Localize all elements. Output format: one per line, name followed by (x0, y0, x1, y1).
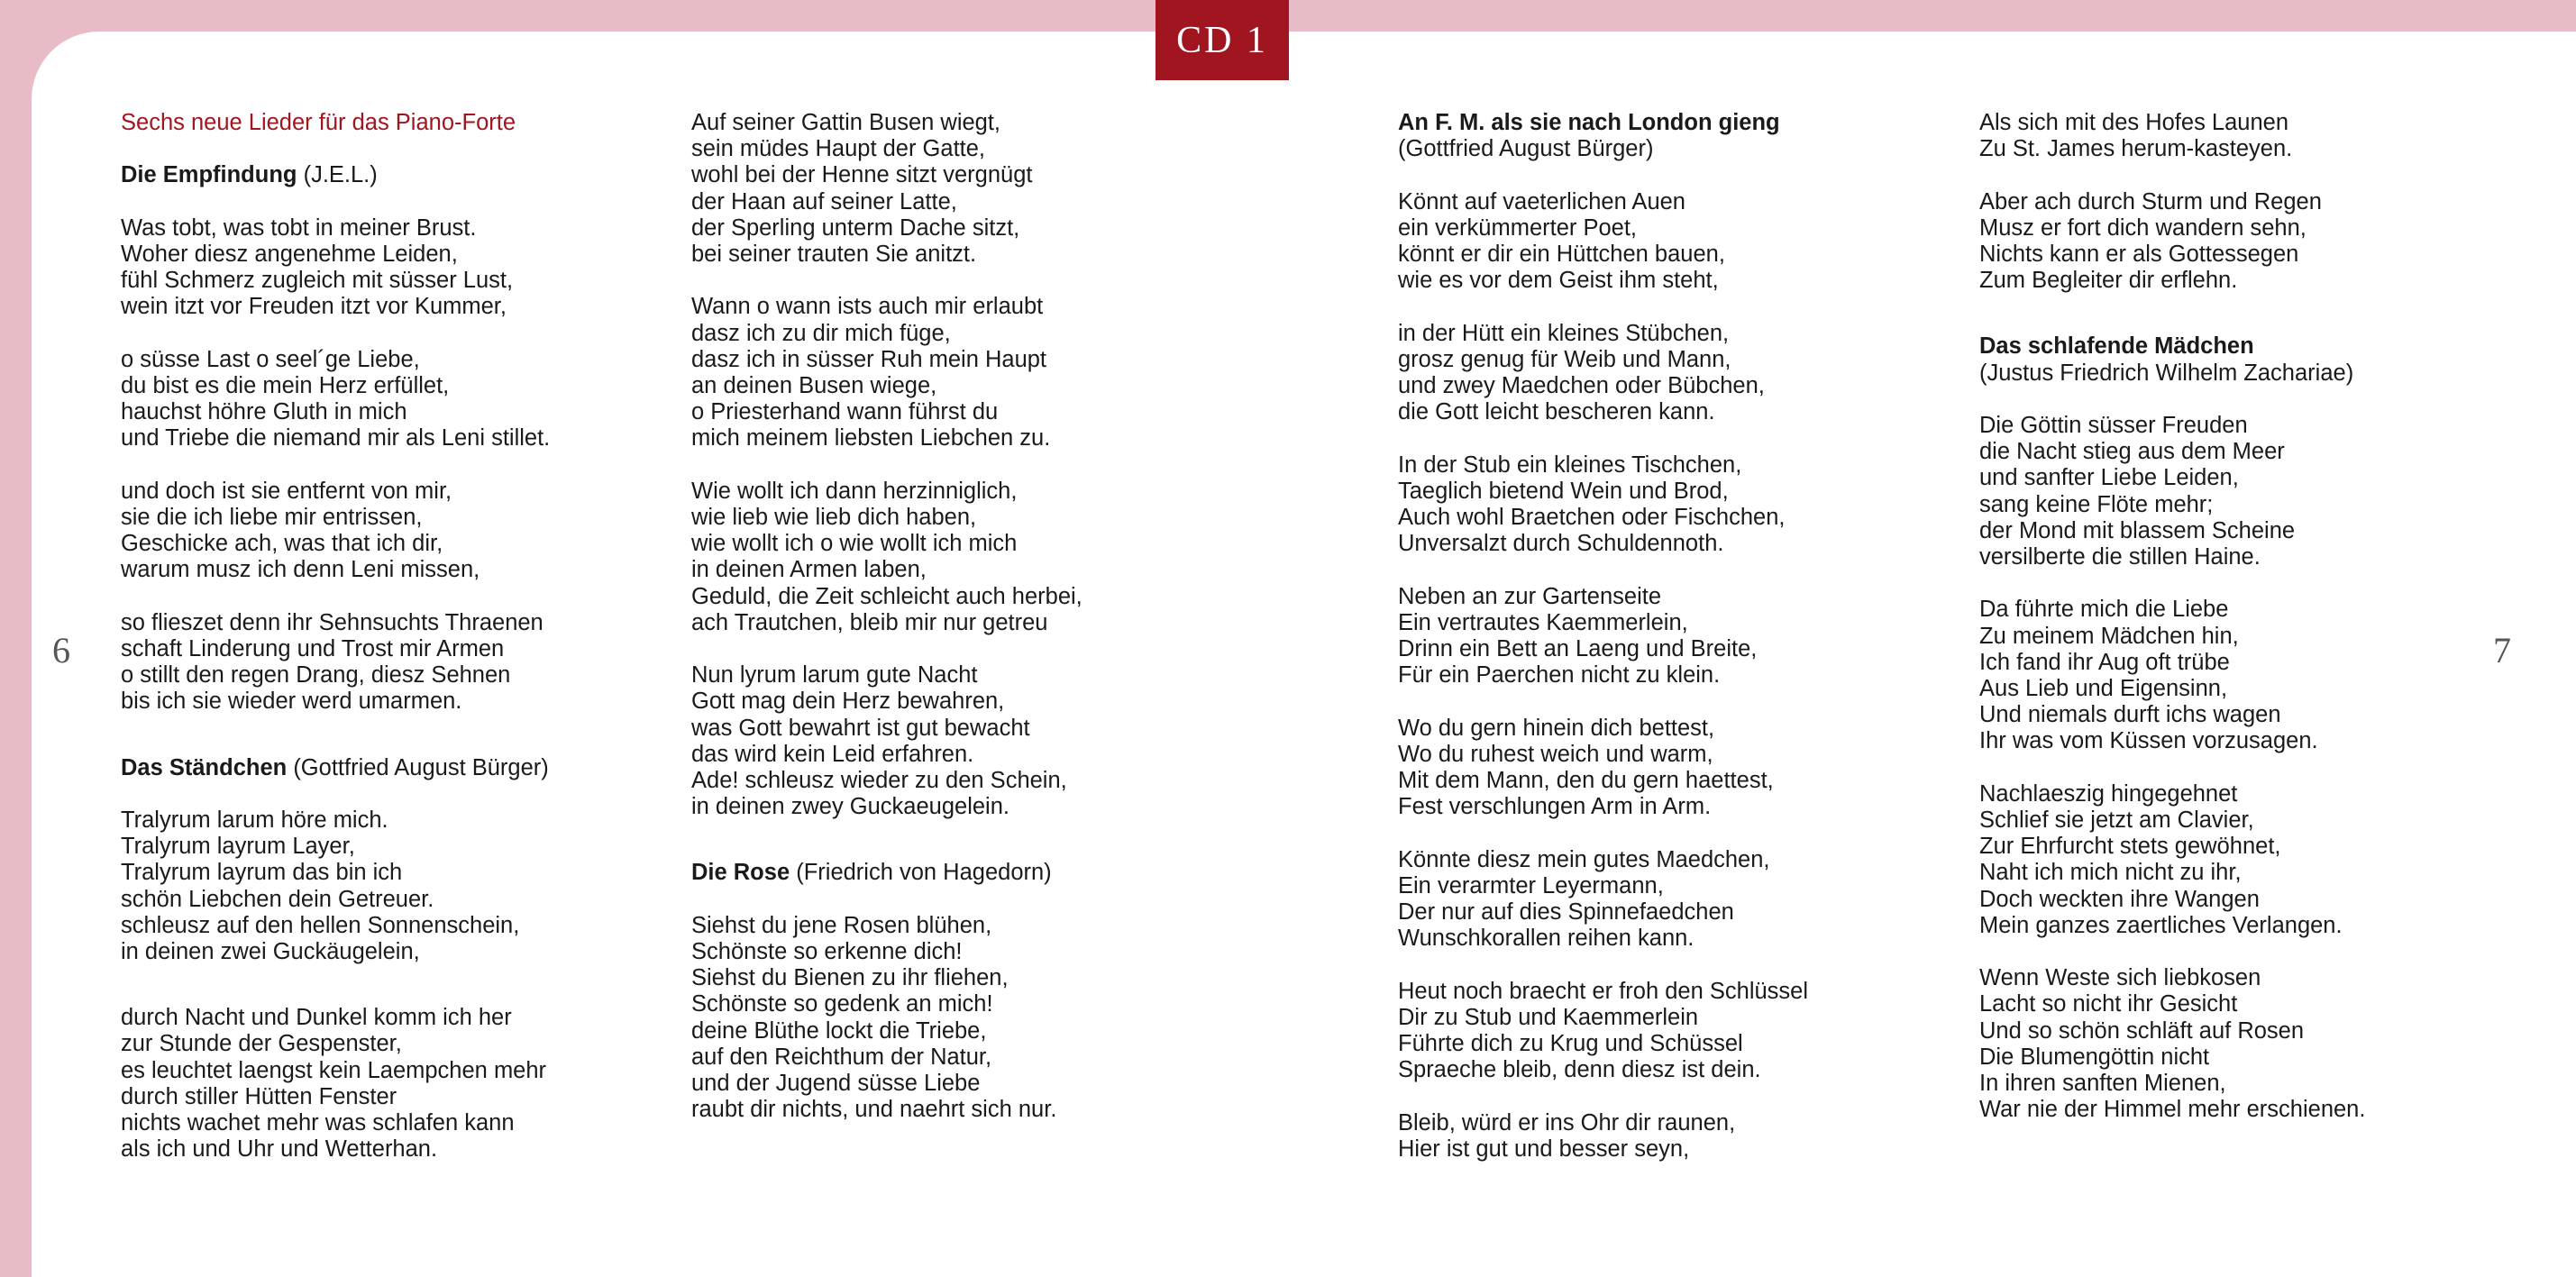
verse-line: bis ich sie wieder werd umarmen. (121, 689, 462, 715)
verse-line: Nun lyrum larum gute Nacht (691, 662, 978, 689)
page-number-right: 7 (2493, 630, 2511, 670)
verse-line: Ein verarmter Leyermann, (1398, 872, 1664, 898)
verse-line: Naht ich mich nicht zu ihr, (1979, 860, 2242, 886)
verse-line: Fest verschlungen Arm in Arm. (1398, 794, 1712, 820)
verse-line: Tralyrum layrum Layer, (121, 834, 355, 860)
verse-line: Geschicke ach, was that ich dir, (121, 531, 443, 557)
verse-line: wie lieb wie lieb dich haben, (691, 505, 977, 531)
verse-line: fühl Schmerz zugleich mit süsser Lust, (121, 268, 514, 294)
verse-line: o Priesterhand wann führst du (691, 399, 999, 425)
song-title-line (121, 162, 550, 188)
verse-line: wohl bei der Henne sitzt vergnügt (691, 162, 1033, 188)
verse-line: Musz er fort dich wandern sehn, (1979, 214, 2307, 241)
song-author: (Justus Friedrich Wilhelm Zachariae) (1979, 360, 2354, 386)
verse-line: sein müdes Haupt der Gatte, (691, 136, 986, 162)
verse-line: auf den Reichthum der Natur, (691, 1044, 992, 1070)
stanza (691, 294, 1082, 452)
verse-line: Schönste so erkenne dich! (691, 939, 963, 965)
verse-line: Für ein Paerchen nicht zu klein. (1398, 662, 1721, 689)
verse-line: Aus Lieb und Eigensinn, (1979, 676, 2228, 702)
stanza (1398, 321, 1808, 426)
verse-line: Führte dich zu Krug und Schüssel (1398, 1031, 1743, 1056)
verse-line: und zwey Maedchen oder Bübchen, (1398, 373, 1765, 398)
stanza (121, 1005, 550, 1163)
song-title: Das schlafende Mädchen (1979, 333, 2254, 360)
verse-line: Schönste so gedenk an mich! (691, 991, 993, 1017)
verse-line: Bleib, würd er ins Ohr dir raunen, (1398, 1109, 1736, 1136)
verse-line: könnt er dir ein Hüttchen bauen, (1398, 242, 1725, 267)
verse-line: Neben an zur Gartenseite (1398, 583, 1662, 609)
verse-line: Als sich mit des Hofes Launen (1979, 110, 2289, 135)
verse-line: hauchst höhre Gluth in mich (121, 399, 407, 425)
stanza (1979, 965, 2365, 1123)
verse-line: Gott mag dein Herz bewahren, (691, 689, 1005, 715)
verse-line: Ihr was vom Küssen vorzusagen. (1979, 728, 2318, 754)
verse-line: Auch wohl Braetchen oder Fischchen, (1398, 505, 1786, 530)
verse-line: versilberte die stillen Haine. (1979, 544, 2261, 570)
verse-line: in deinen zwei Guckäugelein, (121, 939, 420, 964)
verse-line: zur Stunde der Gespenster, (121, 1031, 402, 1057)
verse-line: in deinen zwey Guckaeugelein. (691, 794, 1009, 820)
stanza (121, 807, 550, 965)
verse-line: das wird kein Leid erfahren. (691, 741, 974, 767)
song-title-line (691, 860, 1082, 886)
verse-line: und Triebe die niemand mir als Leni stillet. (121, 425, 551, 452)
stanza (121, 610, 550, 716)
verse-line: und der Jugend süsse Liebe (691, 1071, 981, 1097)
column-2 (691, 110, 1082, 1123)
verse-line: durch Nacht und Dunkel komm ich her (121, 1005, 512, 1031)
verse-line: in deinen Armen laben, (691, 557, 927, 583)
stanza (121, 479, 550, 584)
verse-line: In ihren sanften Mienen, (1979, 1071, 2226, 1097)
verse-line: Tralyrum layrum das bin ich (121, 860, 403, 886)
verse-line: wein itzt vor Freuden itzt vor Kummer, (121, 294, 507, 320)
song-title: Das Ständchen (121, 754, 288, 780)
stanza (691, 662, 1082, 820)
verse-line: die Nacht stieg aus dem Meer (1979, 439, 2285, 465)
song-author: (Gottfried August Bürger) (293, 754, 549, 780)
verse-line: Doch weckten ihre Wangen (1979, 886, 2260, 912)
song-author: (Friedrich von Hagedorn) (796, 860, 1052, 886)
verse-line: Der nur auf dies Spinnefaedchen (1398, 899, 1734, 925)
verse-line: Spraeche bleib, denn diesz ist dein. (1398, 1057, 1761, 1083)
verse-line: Siehst du jene Rosen blühen, (691, 912, 992, 938)
verse-line: Mein ganzes zaertliches Verlangen. (1979, 912, 2343, 938)
verse-line: deine Blüthe lockt die Triebe, (691, 1017, 987, 1044)
verse-line: Siehst du Bienen zu ihr fliehen, (691, 965, 1009, 991)
verse-line: bei seiner trauten Sie anitzt. (691, 242, 977, 268)
verse-line: wie wollt ich o wie wollt ich mich (691, 531, 1018, 557)
stanza (691, 110, 1082, 268)
verse-line: und doch ist sie entfernt von mir, (121, 478, 452, 504)
verse-line: durch stiller Hütten Fenster (121, 1083, 397, 1109)
verse-line: Wann o wann ists auch mir erlaubt (691, 294, 1044, 320)
verse-line: dasz ich zu dir mich füge, (691, 320, 951, 346)
verse-line: Könnte diesz mein gutes Maedchen, (1398, 846, 1770, 872)
verse-line: ach Trautchen, bleib mir nur getreu (691, 609, 1048, 635)
verse-line: Zu St. James herum-kasteyen. (1979, 136, 2293, 162)
verse-line: Wo du gern hinein dich bettest, (1398, 715, 1715, 741)
stanza (121, 347, 550, 452)
verse-line: der Haan auf seiner Latte, (691, 188, 957, 214)
verse-line: Heut noch braecht er froh den Schlüssel (1398, 978, 1809, 1004)
verse-line: Was tobt, was tobt in meiner Brust. (121, 214, 477, 241)
verse-line: Geduld, die Zeit schleicht auch herbei, (691, 583, 1082, 609)
stanza (691, 479, 1082, 636)
verse-line: Wenn Weste sich liebkosen (1979, 965, 2261, 991)
verse-line: Wo du ruhest weich und warm, (1398, 741, 1713, 767)
verse-line: Könnt auf vaeterlichen Auen (1398, 188, 1685, 214)
verse-line: es leuchtet laengst kein Laempchen mehr (121, 1057, 547, 1083)
verse-line: schön Liebchen dein Getreuer. (121, 886, 434, 912)
verse-line: o stillt den regen Drang, diesz Sehnen (121, 662, 511, 689)
song-author: (J.E.L.) (303, 162, 378, 188)
verse-line: dasz ich in süsser Ruh mein Haupt (691, 346, 1047, 372)
verse-line: Zur Ehrfurcht stets gewöhnet, (1979, 834, 2281, 860)
verse-line: wie es vor dem Geist ihm steht, (1398, 268, 1719, 294)
stanza (1979, 781, 2365, 939)
verse-line: nichts wachet mehr was schlafen kann (121, 1110, 515, 1136)
song-title: Die Empfindung (121, 162, 297, 188)
column-4 (1979, 110, 2365, 1123)
collection-title: Sechs neue Lieder für das Piano-Forte (121, 110, 516, 135)
verse-line: schleusz auf den hellen Sonnenschein, (121, 912, 520, 938)
verse-line: In der Stub ein kleines Tischchen, (1398, 452, 1742, 478)
verse-line: Nichts kann er als Gottessegen (1979, 242, 2299, 267)
verse-line: in der Hütt ein kleines Stübchen, (1398, 320, 1730, 346)
verse-line: Aber ach durch Sturm und Regen (1979, 188, 2322, 214)
verse-line: Und so schön schläft auf Rosen (1979, 1017, 2305, 1044)
verse-line: Wunschkorallen reihen kann. (1398, 926, 1694, 952)
verse-line: du bist es die mein Herz erfüllet, (121, 372, 450, 398)
verse-line: der Sperling unterm Dache sitzt, (691, 214, 1020, 241)
verse-line: Die Blumengöttin nicht (1979, 1044, 2210, 1070)
verse-line: Drinn ein Bett an Laeng und Breite, (1398, 636, 1758, 661)
verse-line: was Gott bewahrt ist gut bewacht (691, 715, 1030, 741)
verse-line: Schlief sie jetzt am Clavier, (1979, 807, 2254, 834)
verse-line: Lacht so nicht ihr Gesicht (1979, 991, 2238, 1017)
stanza (1398, 716, 1808, 821)
stanza (121, 215, 550, 321)
verse-line: grosz genug für Weib und Mann, (1398, 346, 1731, 372)
verse-line: Wie wollt ich dann herzinniglich, (691, 478, 1018, 504)
verse-line: sang keine Flöte mehr; (1979, 491, 2214, 517)
verse-line: die Gott leicht bescheren kann. (1398, 399, 1715, 425)
verse-line: Und niemals durft ichs wagen (1979, 702, 2281, 728)
verse-line: Da führte mich die Liebe (1979, 597, 2229, 623)
verse-line: raubt dir nichts, und naehrt sich nur. (691, 1097, 1057, 1123)
stanza (1398, 189, 1808, 295)
column-3 (1398, 110, 1808, 1163)
verse-line: schaft Linderung und Trost mir Armen (121, 635, 505, 661)
verse-line: und sanfter Liebe Leiden, (1979, 465, 2239, 491)
stanza (691, 913, 1082, 1124)
verse-line: War nie der Himmel mehr erschienen. (1979, 1097, 2366, 1123)
verse-line: als ich und Uhr und Wetterhan. (121, 1136, 438, 1163)
page-number-left: 6 (52, 630, 70, 670)
verse-line: Auf seiner Gattin Busen wiegt, (691, 110, 1001, 135)
verse-line: warum musz ich denn Leni missen, (121, 557, 480, 583)
verse-line: Dir zu Stub und Kaemmerlein (1398, 1004, 1699, 1030)
verse-line: Unversalzt durch Schuldennoth. (1398, 531, 1724, 557)
verse-line: der Mond mit blassem Scheine (1979, 517, 2296, 543)
song-title-line (121, 755, 550, 781)
verse-line: Taeglich bietend Wein und Brod, (1398, 478, 1729, 504)
verse-line: sie die ich liebe mir entrissen, (121, 504, 423, 530)
verse-line: Zu meinem Mädchen hin, (1979, 623, 2239, 649)
cd-badge: CD 1 (1156, 0, 1289, 80)
stanza (1398, 1110, 1808, 1163)
verse-line: Nachlaeszig hingegehnet (1979, 780, 2238, 807)
stanza (1398, 452, 1808, 558)
column-1 (121, 110, 550, 1163)
song-author: (Gottfried August Bürger) (1398, 136, 1654, 162)
verse-line: an deinen Busen wiege, (691, 373, 937, 399)
verse-line: Ade! schleusz wieder zu den Schein, (691, 768, 1067, 794)
verse-line: Ich fand ihr Aug oft trübe (1979, 649, 2230, 675)
verse-line: Ein vertrautes Kaemmerlein, (1398, 609, 1688, 635)
verse-line: o süsse Last o seel´ge Liebe, (121, 346, 420, 372)
verse-line: Mit dem Mann, den du gern haettest, (1398, 768, 1774, 793)
song-title: An F. M. als sie nach London gieng (1398, 110, 1780, 135)
verse-line: Tralyrum larum höre mich. (121, 807, 388, 833)
verse-line: Woher diesz angenehme Leiden, (121, 241, 458, 267)
song-title: Die Rose (691, 860, 790, 886)
verse-line: ein verkümmerter Poet, (1398, 214, 1638, 241)
stanza (1398, 847, 1808, 953)
stanza (1398, 584, 1808, 689)
verse-line: so flieszet denn ihr Sehnsuchts Thraenen (121, 609, 544, 635)
verse-line: mich meinem liebsten Liebchen zu. (691, 425, 1051, 452)
stanza (1979, 110, 2365, 162)
verse-line: Zum Begleiter dir erflehn. (1979, 268, 2238, 294)
stanza (1979, 597, 2365, 754)
stanza (1979, 413, 2365, 570)
verse-line: Die Göttin süsser Freuden (1979, 413, 2248, 438)
stanza (1979, 189, 2365, 295)
verse-line: Hier ist gut und besser seyn, (1398, 1136, 1690, 1162)
stanza (1398, 979, 1808, 1084)
